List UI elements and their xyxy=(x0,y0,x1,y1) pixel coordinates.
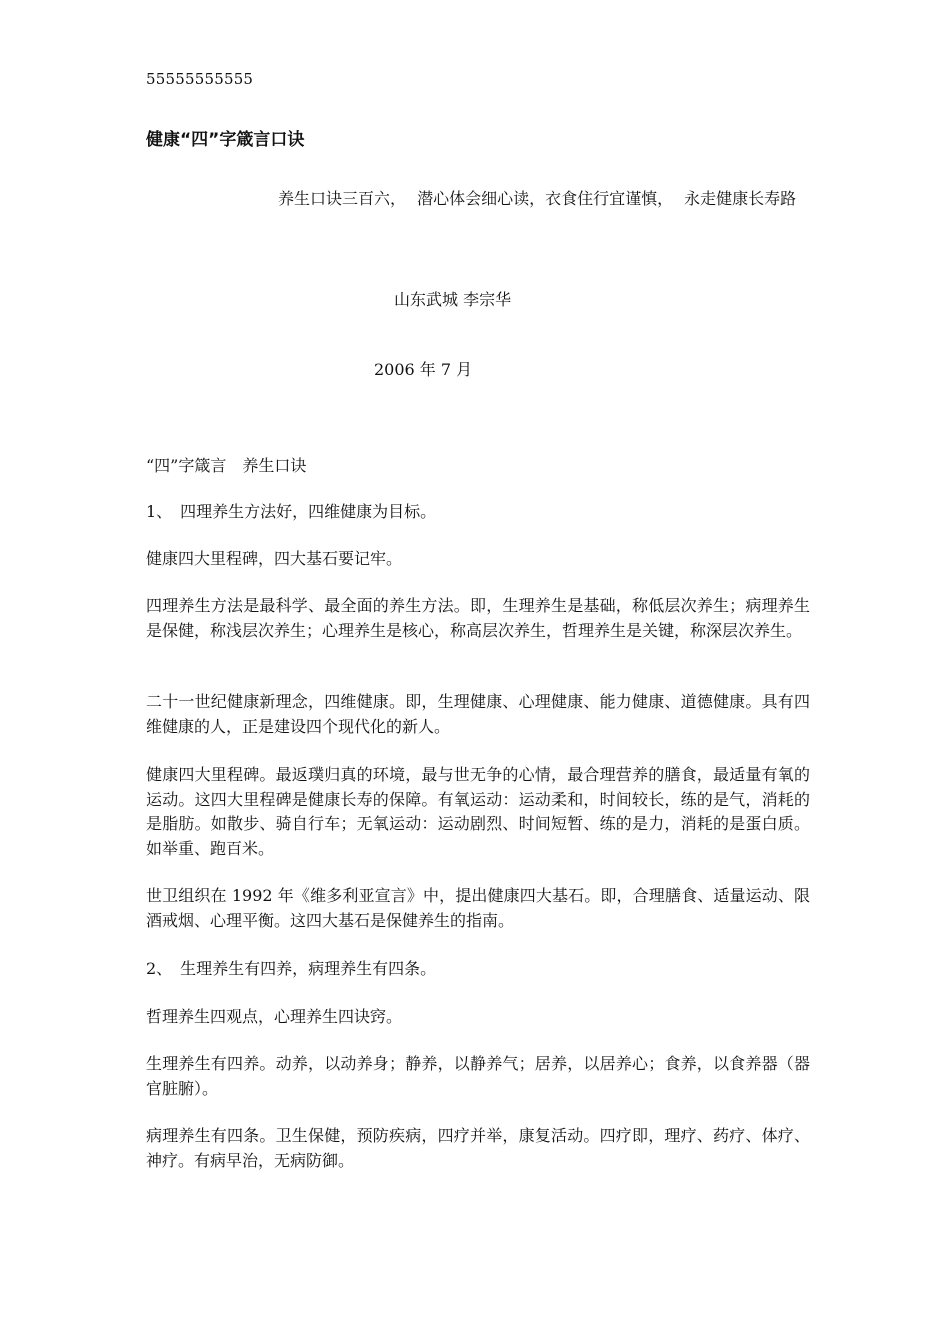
page-header-number: 55555555555 xyxy=(146,70,254,88)
intro-poem: 养生口诀三百六， 潜心体会细心读，衣食住行宜谨慎， 永走健康长寿路 xyxy=(278,189,797,208)
paragraph-1: 1、 四理养生方法好，四维健康为目标。 xyxy=(146,502,437,521)
paragraph-7: 2、 生理养生有四养，病理养生有四条。 xyxy=(146,959,437,978)
paragraph-3: 四理养生方法是最科学、最全面的养生方法。即，生理养生是基础，称低层次养生；病理养生是保健，称浅层次养生；心理养生是核心，称高层次养生，哲理养生是关键，称深层次养生。 xyxy=(146,596,810,640)
paragraph-4: 二十一世纪健康新理念，四维健康。即，生理健康、心理健康、能力健康、道德健康。具有四维健康的人，正是建设四个现代化的新人。 xyxy=(146,692,810,736)
paragraph-5: 健康四大里程碑。最返璞归真的环境，最与世无争的心情，最合理营养的膳食，最适量有氧的运动。这四大里程碑是健康长寿的保障。有氧运动：运动柔和，时间较长，练的是气，消耗的是脂肪。如散步、骑自行车；无氧运动：运动剧烈、时间短暂、练的是力，消耗的是蛋白质。如举重、跑百米。 xyxy=(146,765,810,858)
paragraph-10: 病理养生有四条。卫生保健，预防疾病，四疗并举，康复活动。四疗即，理疗、药疗、体疗、神疗。有病早治，无病防御。 xyxy=(146,1126,810,1170)
paragraph-6: 世卫组织在 1992 年《维多利亚宣言》中，提出健康四大基石。即，合理膳食、适量运动、限酒戒烟、心理平衡。这四大基石是保健养生的指南。 xyxy=(146,886,810,930)
paragraph-9: 生理养生有四养。动养，以动养身；静养，以静养气；居养，以居养心；食养，以食养器（器官脏腑）。 xyxy=(146,1054,810,1098)
author-line: 山东武城 李宗华 xyxy=(394,290,512,309)
section-heading: “四”字箴言 养生口诀 xyxy=(146,456,307,475)
date-line: 2006 年 7 月 xyxy=(374,360,473,379)
paragraph-2: 健康四大里程碑，四大基石要记牢。 xyxy=(146,549,403,568)
paragraph-8: 哲理养生四观点，心理养生四诀窍。 xyxy=(146,1007,403,1026)
document-title: 健康“四”字箴言口诀 xyxy=(146,130,305,150)
